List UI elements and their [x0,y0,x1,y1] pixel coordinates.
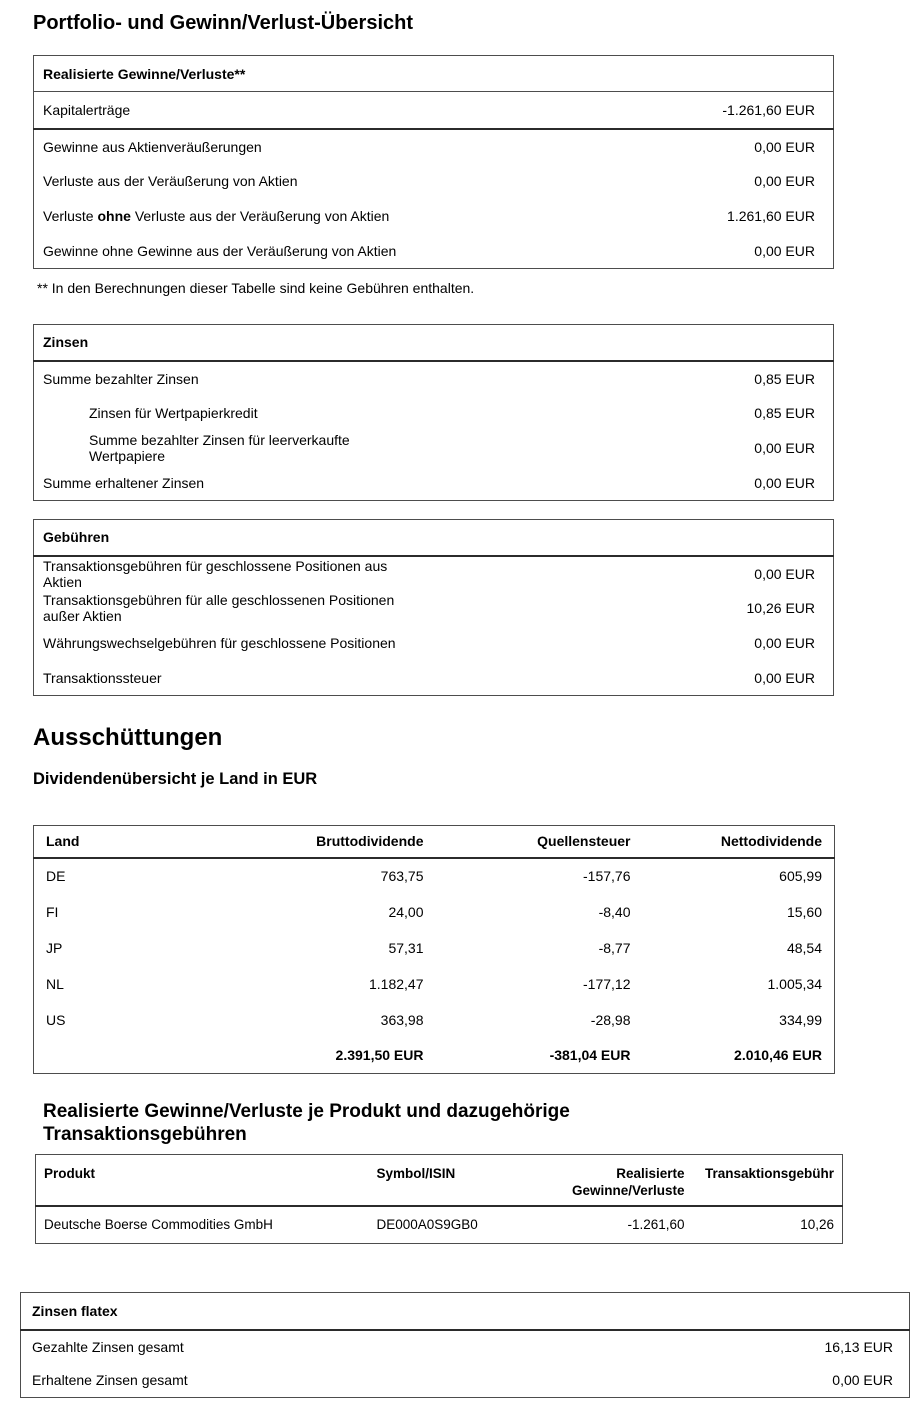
cell-country: NL [46,975,64,992]
row-label: Transaktionssteuer [43,669,162,686]
column-header: Realisierte Gewinne/Verluste [518,1155,693,1206]
cell-realized: -1.261,60 [627,1217,685,1233]
table-header: Zinsen flatex [21,1293,910,1330]
page-title: Portfolio- und Gewinn/Verlust-Übersicht [33,12,414,34]
row-value: 0,00 EUR [754,474,815,491]
row-value: 0,00 EUR [754,565,815,582]
table-row [34,361,834,396]
cell-withholding: -157,76 [583,868,631,884]
total-gross: 2.391,50 EUR [335,1047,424,1064]
table-header: Realisierte Gewinne/Verluste** [34,56,834,92]
report-page [33,12,921,1398]
table-header-row [34,826,835,858]
cell-withholding: -28,98 [590,1011,631,1028]
table-row [34,591,834,626]
row-label: Summe bezahlter Zinsen für leerverkaufte Wertpapiere [89,432,350,464]
row-value: 0,00 EUR [754,440,815,456]
row-value: 0,00 EUR [754,669,815,686]
total-net: 2.010,46 EUR [734,1047,822,1064]
table-header: Zinsen [34,325,834,361]
column-header: Produkt [36,1155,369,1206]
table-row [34,466,834,501]
table-header-row [34,520,834,556]
cell-gross: 763,75 [380,868,424,884]
dividends-subheading: Dividendenübersicht je Land in EUR [33,770,318,788]
table-row [34,626,834,661]
row-value: 0,00 EUR [754,635,815,651]
row-label: Währungswechselgebühren für geschlossene Positionen [43,635,396,651]
table-row [34,431,834,466]
cell-gross: 363,98 [380,1011,424,1028]
row-value: 10,26 EUR [746,600,815,616]
table-row [34,661,834,696]
table-row [21,1364,910,1398]
row-label: Kapitalerträge [34,92,434,129]
cell-country: US [46,1011,66,1028]
table-header-row [34,56,834,92]
cell-net: 15,60 [786,903,822,920]
dividends-row [34,858,835,894]
table-row [34,129,834,164]
row-value: 0,85 EUR [754,370,815,387]
row-label: Gewinne ohne Gewinne aus der Veräußerung von Aktien [43,242,397,259]
cell-fee: 10,26 [800,1217,834,1233]
column-header: Quellensteuer [436,826,643,858]
cell-net: 1.005,34 [767,975,822,992]
row-label: Verluste ohne Verluste aus der Veräußerung von Aktien [43,208,390,224]
cell-country: DE [46,868,66,884]
table-row [34,92,834,129]
table-row [34,556,834,591]
row-label: Gezahlte Zinsen gesamt [32,1339,184,1355]
dividends-row [34,930,835,966]
cell-net: 605,99 [779,868,822,884]
table-footnote: ** In den Berechnungen dieser Tabelle sind keine Gebühren enthalten. [37,280,475,296]
cell-product: Deutsche Boerse Commodities GmbH [44,1217,273,1233]
table-header-row [36,1155,843,1206]
product-section-heading: Realisierte Gewinne/Verluste je Produkt und dazugehörige Transaktionsgebühren [43,1101,570,1145]
cell-isin: DE000A0S9GB0 [376,1217,478,1233]
row-label: Gewinne aus Aktienveräußerungen [43,138,262,155]
cell-empty [34,1038,179,1074]
cell-withholding: -8,40 [598,903,631,920]
product-table [35,1154,843,1244]
cell-country: JP [46,939,63,956]
row-value: 16,13 EUR [824,1339,893,1355]
dividends-row [34,894,835,930]
row-value: 1.261,60 EUR [727,208,815,224]
cell-gross: 24,00 [388,903,424,920]
row-label: Transaktionsgebühren für alle geschlossenen Positionen außer Aktien [43,592,395,624]
row-value: -1.261,60 EUR [434,92,834,129]
row-value: 0,00 EUR [754,173,815,189]
total-withholding: -381,04 EUR [549,1047,631,1064]
row-label: Zinsen für Wertpapierkredit [89,405,258,421]
row-value: 0,00 EUR [754,242,815,259]
product-row [36,1206,843,1244]
gebuehren-table [33,519,834,696]
column-header: Nettodividende [643,826,835,858]
zinsen-flatex-table [20,1292,910,1398]
ausschuettungen-heading: Ausschüttungen [33,724,223,751]
table-row [34,396,834,431]
column-header: Bruttodividende [179,826,436,858]
row-value: 0,00 EUR [754,138,815,155]
column-header: Land [34,826,179,858]
table-header-row [34,325,834,361]
row-label: Verluste aus der Veräußerung von Aktien [43,173,298,189]
zinsen-table [33,324,834,501]
cell-withholding: -177,12 [583,975,631,992]
table-row [34,234,834,269]
row-label: Erhaltene Zinsen gesamt [32,1372,188,1389]
dividends-row [34,966,835,1002]
table-row [34,164,834,199]
row-label: Summe erhaltener Zinsen [43,474,205,491]
dividends-table [33,825,835,1074]
cell-gross: 57,31 [388,939,424,956]
cell-gross: 1.182,47 [369,975,424,992]
table-header: Gebühren [34,520,834,556]
cell-net: 48,54 [786,939,822,956]
column-header: Symbol/ISIN [369,1155,518,1206]
cell-net: 334,99 [779,1011,822,1028]
dividends-total-row [34,1038,835,1074]
column-header: Transaktionsgebühr [693,1155,843,1206]
table-header-row [21,1293,910,1330]
cell-withholding: -8,77 [598,939,631,956]
cell-country: FI [46,903,59,920]
realized-gains-table [33,55,834,269]
table-row [34,199,834,234]
row-label: Summe bezahlter Zinsen [43,370,199,387]
row-value: 0,85 EUR [754,405,815,421]
dividends-row [34,1002,835,1038]
row-label: Transaktionsgebühren für geschlossene Positionen aus Aktien [43,557,388,590]
table-row [21,1330,910,1364]
row-value: 0,00 EUR [832,1372,893,1389]
